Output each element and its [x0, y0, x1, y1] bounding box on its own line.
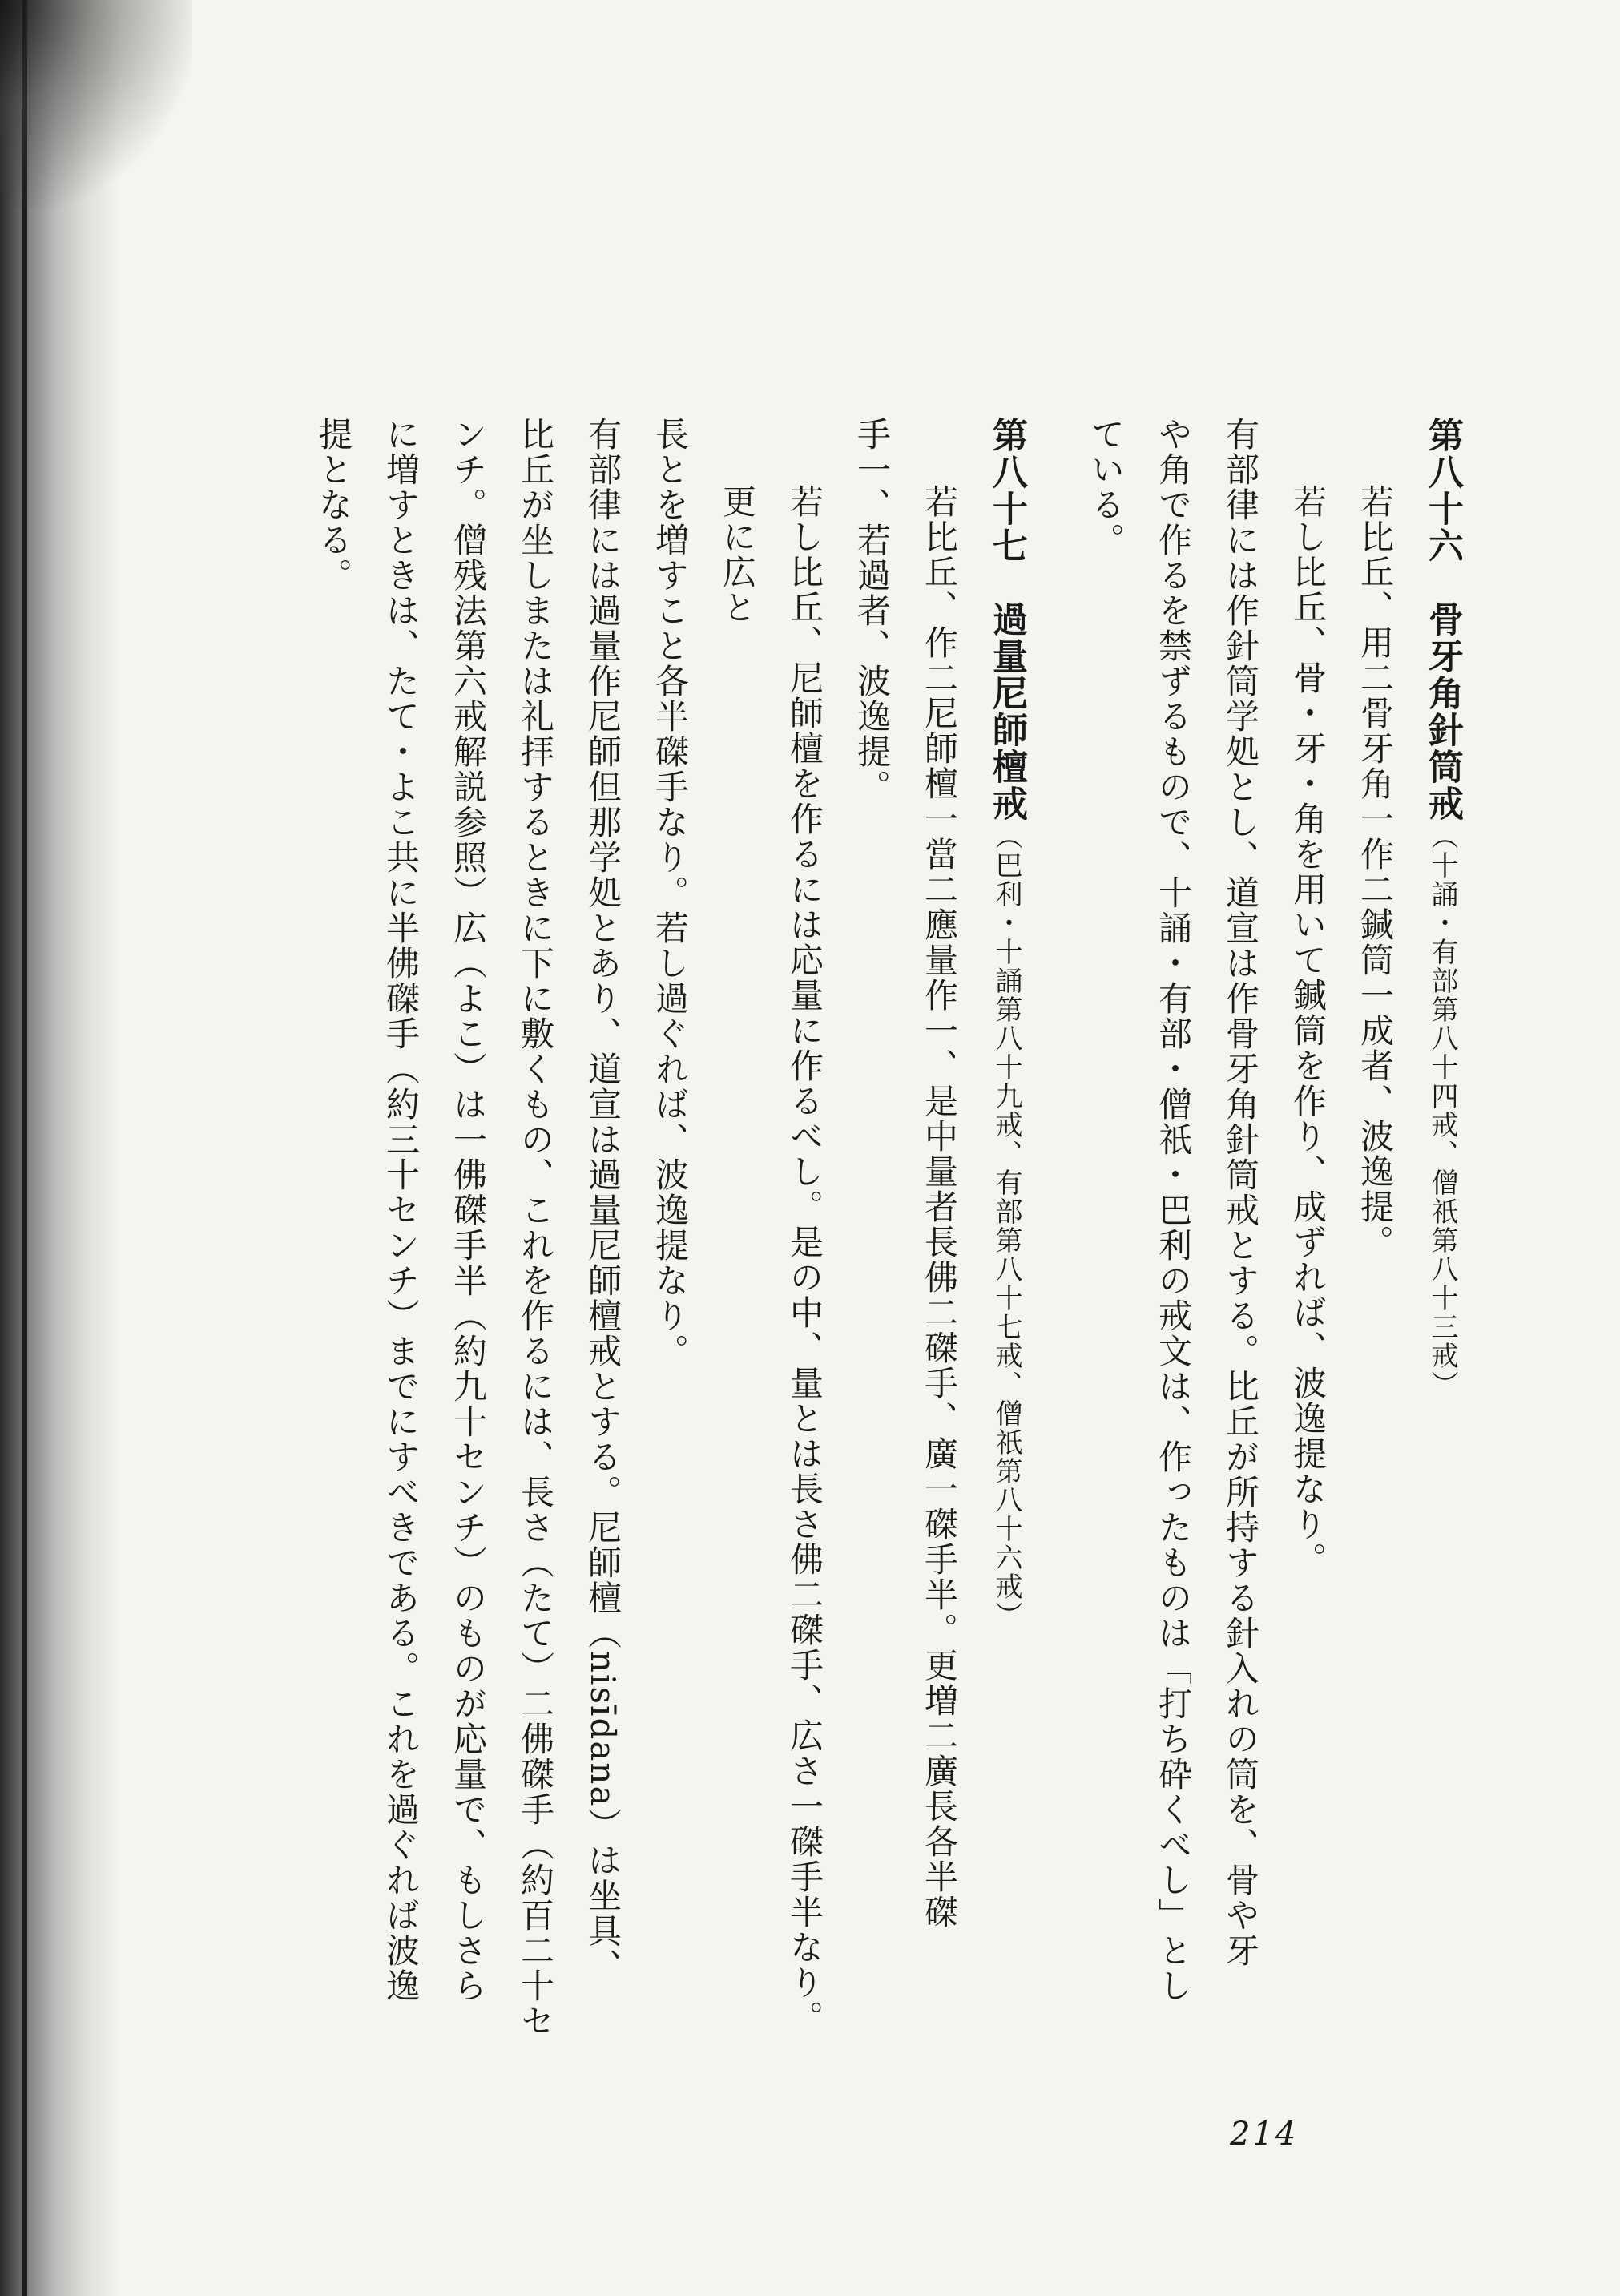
binding-edge	[22, 0, 27, 2296]
section87-heading-note: （巴利・十誦第八十九戒、有部第八十七戒、僧祇第八十六戒）	[990, 822, 1022, 1630]
section87-commentary-line: 比丘が坐しまたは礼拝するときに下に敷くもの、これを作るには、長さ（たて）二佛磔手（約百二十セ	[516, 417, 555, 2039]
section87-heading	[973, 417, 1040, 2060]
section86-heading-note: （十誦・有部第八十四戒、僧祇第八十三戒）	[1426, 822, 1458, 1399]
section86-commentary-line: ている。	[1086, 417, 1126, 558]
section86-precept-translation: 若し比丘、骨・牙・角を用いて鍼筒を作り、成ずれば、波逸提なり。	[1288, 484, 1328, 1577]
binding-shadow	[0, 0, 120, 2296]
section86-title: 第八十六 骨牙角針筒戒	[1422, 417, 1463, 822]
section87-precept-translation: 若し比丘、尼師檀を作るには応量に作るべし。是の中、量とは長さ佛二磔手、広さ一磔手半なり。更に広と	[718, 484, 824, 2036]
section87-commentary-line: ンチ。僧残法第六戒解説参照）広（よこ）は一佛磔手半（約九十センチ）のものが応量で、もしさら	[449, 417, 488, 2003]
section86-precept-quote: 若比丘、用二骨牙角一作二鍼筒一成者、波逸提。	[1356, 484, 1395, 1260]
section87-commentary-line: に増すときは、たて・よこ共に半佛磔手（約三十センチ）までにすべきである。これを過ぐれば波逸	[381, 417, 421, 2003]
section87-commentary-line: 提となる。	[314, 417, 353, 593]
section86-commentary-line: や角で作るを禁ずるもので、十誦・有部・僧祇・巴利の戒文は、作ったものは「打ち砕くべし」とし	[1154, 417, 1193, 2003]
scan-corner-shadow	[0, 0, 192, 208]
section87-commentary-line: 有部律には過量作尼師但那学処とあり、道宣は過量尼師檀戒とする。尼師檀（nisīdana）は坐具、	[583, 417, 623, 1984]
section86-heading	[1408, 417, 1476, 2060]
section87-precept-quote-cont: 手一、若過者、波逸提。	[852, 417, 892, 805]
page-number: 214	[1230, 2116, 1299, 2153]
page-body	[300, 417, 1476, 2060]
section86-commentary-line: 有部律には作針筒学処とし、道宣は作骨牙角針筒戒とする。比丘が所持する針入れの筒を、骨や牙	[1221, 417, 1260, 1968]
section87-precept-quote: 若比丘、作二尼師檀一當二應量作一、是中量者長佛二磔手、廣一磔手半。更増二廣長各半磔	[920, 484, 959, 1930]
section87-precept-translation-cont: 長とを増すこと各半磔手なり。若し過ぐれば、波逸提なり。	[651, 417, 690, 1369]
section87-title: 第八十七 過量尼師檀戒	[986, 417, 1027, 822]
